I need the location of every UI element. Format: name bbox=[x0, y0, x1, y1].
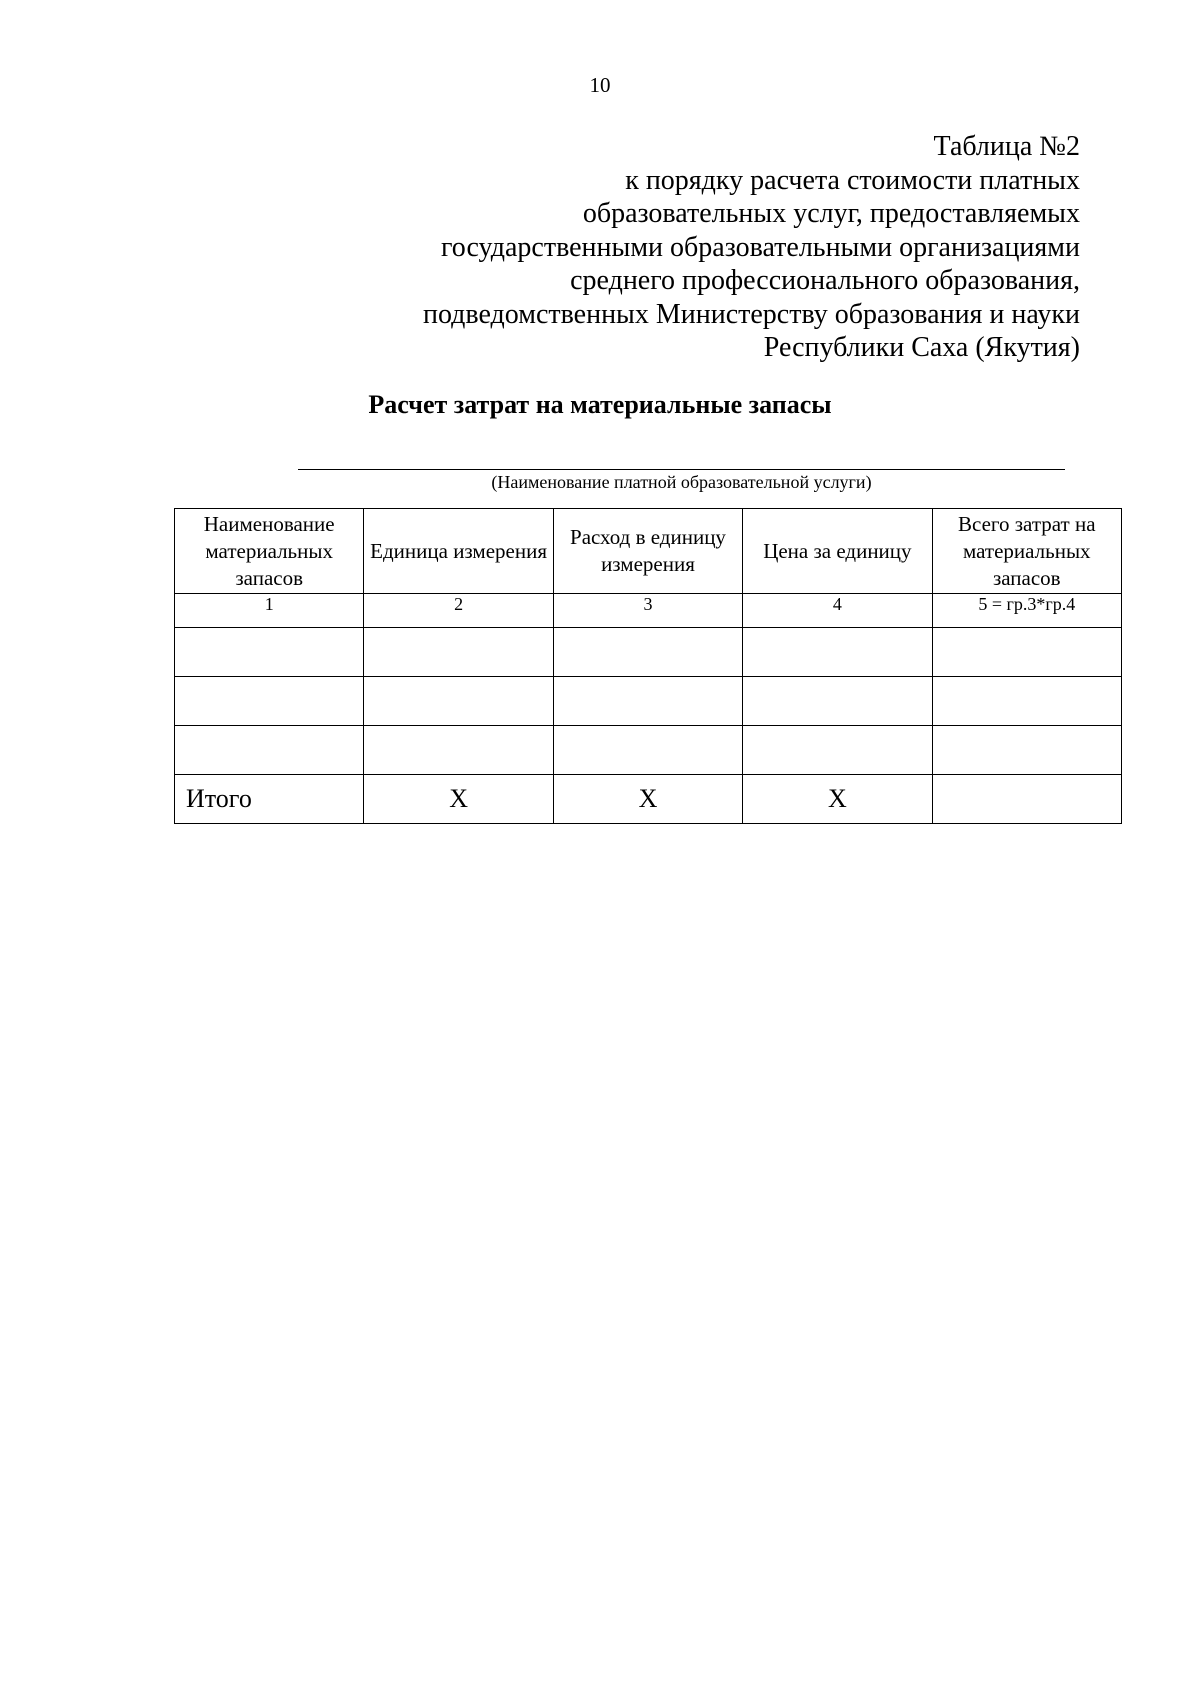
table-header-row bbox=[175, 509, 1122, 594]
column-number-cell: 2 bbox=[364, 594, 553, 628]
service-name-fill-line bbox=[298, 469, 1065, 470]
empty-cell bbox=[743, 677, 932, 726]
header-cell-unit: Единица измерения bbox=[364, 509, 553, 594]
table-row bbox=[175, 726, 1122, 775]
material-costs-table bbox=[174, 508, 1122, 824]
appendix-header-line: образовательных услуг, предоставляемых bbox=[582, 198, 1080, 229]
appendix-header-line: подведомственных Министерству образования и науки bbox=[422, 298, 1080, 330]
empty-cell bbox=[553, 677, 742, 726]
table-row bbox=[175, 628, 1122, 677]
appendix-header-line: Таблица №2 bbox=[933, 131, 1080, 162]
total-row bbox=[175, 775, 1122, 824]
column-number-cell: 3 bbox=[553, 594, 742, 628]
table-row bbox=[175, 677, 1122, 726]
service-name-caption: (Наименование платной образовательной услуги) bbox=[491, 472, 872, 492]
empty-cell bbox=[175, 726, 364, 775]
page-number: 10 bbox=[589, 73, 611, 97]
appendix-header-line: Республики Саха (Якутия) bbox=[763, 332, 1080, 363]
total-cross-cell: Х bbox=[364, 775, 553, 824]
empty-cell bbox=[743, 628, 932, 677]
total-label-cell: Итого bbox=[175, 775, 364, 824]
appendix-header-line: государственными образовательными организациями bbox=[440, 231, 1080, 263]
appendix-header-line: среднего профессионального образования, bbox=[570, 265, 1080, 296]
empty-cell bbox=[364, 628, 553, 677]
empty-cell bbox=[364, 726, 553, 775]
appendix-header-line: к порядку расчета стоимости платных bbox=[625, 164, 1080, 196]
column-number-cell: 4 bbox=[743, 594, 932, 628]
empty-cell bbox=[553, 628, 742, 677]
column-number-row bbox=[175, 594, 1122, 628]
empty-cell bbox=[175, 628, 364, 677]
header-cell-unit-price: Цена за единицу bbox=[743, 509, 932, 594]
empty-cell bbox=[743, 726, 932, 775]
empty-cell bbox=[932, 628, 1121, 677]
empty-cell bbox=[175, 677, 364, 726]
total-value-cell bbox=[932, 775, 1121, 824]
appendix-header bbox=[320, 130, 1080, 365]
header-cell-consumption: Расход в единицу измерения bbox=[553, 509, 742, 594]
total-cross-cell: Х bbox=[553, 775, 742, 824]
column-number-cell: 5 = гр.3*гр.4 bbox=[932, 594, 1121, 628]
document-title: Расчет затрат на материальные запасы bbox=[368, 390, 832, 419]
empty-cell bbox=[932, 726, 1121, 775]
empty-cell bbox=[553, 726, 742, 775]
empty-cell bbox=[932, 677, 1121, 726]
empty-cell bbox=[364, 677, 553, 726]
header-cell-material-name: Наименование материальных запасов bbox=[175, 509, 364, 594]
total-cross-cell: Х bbox=[743, 775, 932, 824]
header-cell-total-cost: Всего затрат на материальных запасов bbox=[932, 509, 1121, 594]
column-number-cell: 1 bbox=[175, 594, 364, 628]
